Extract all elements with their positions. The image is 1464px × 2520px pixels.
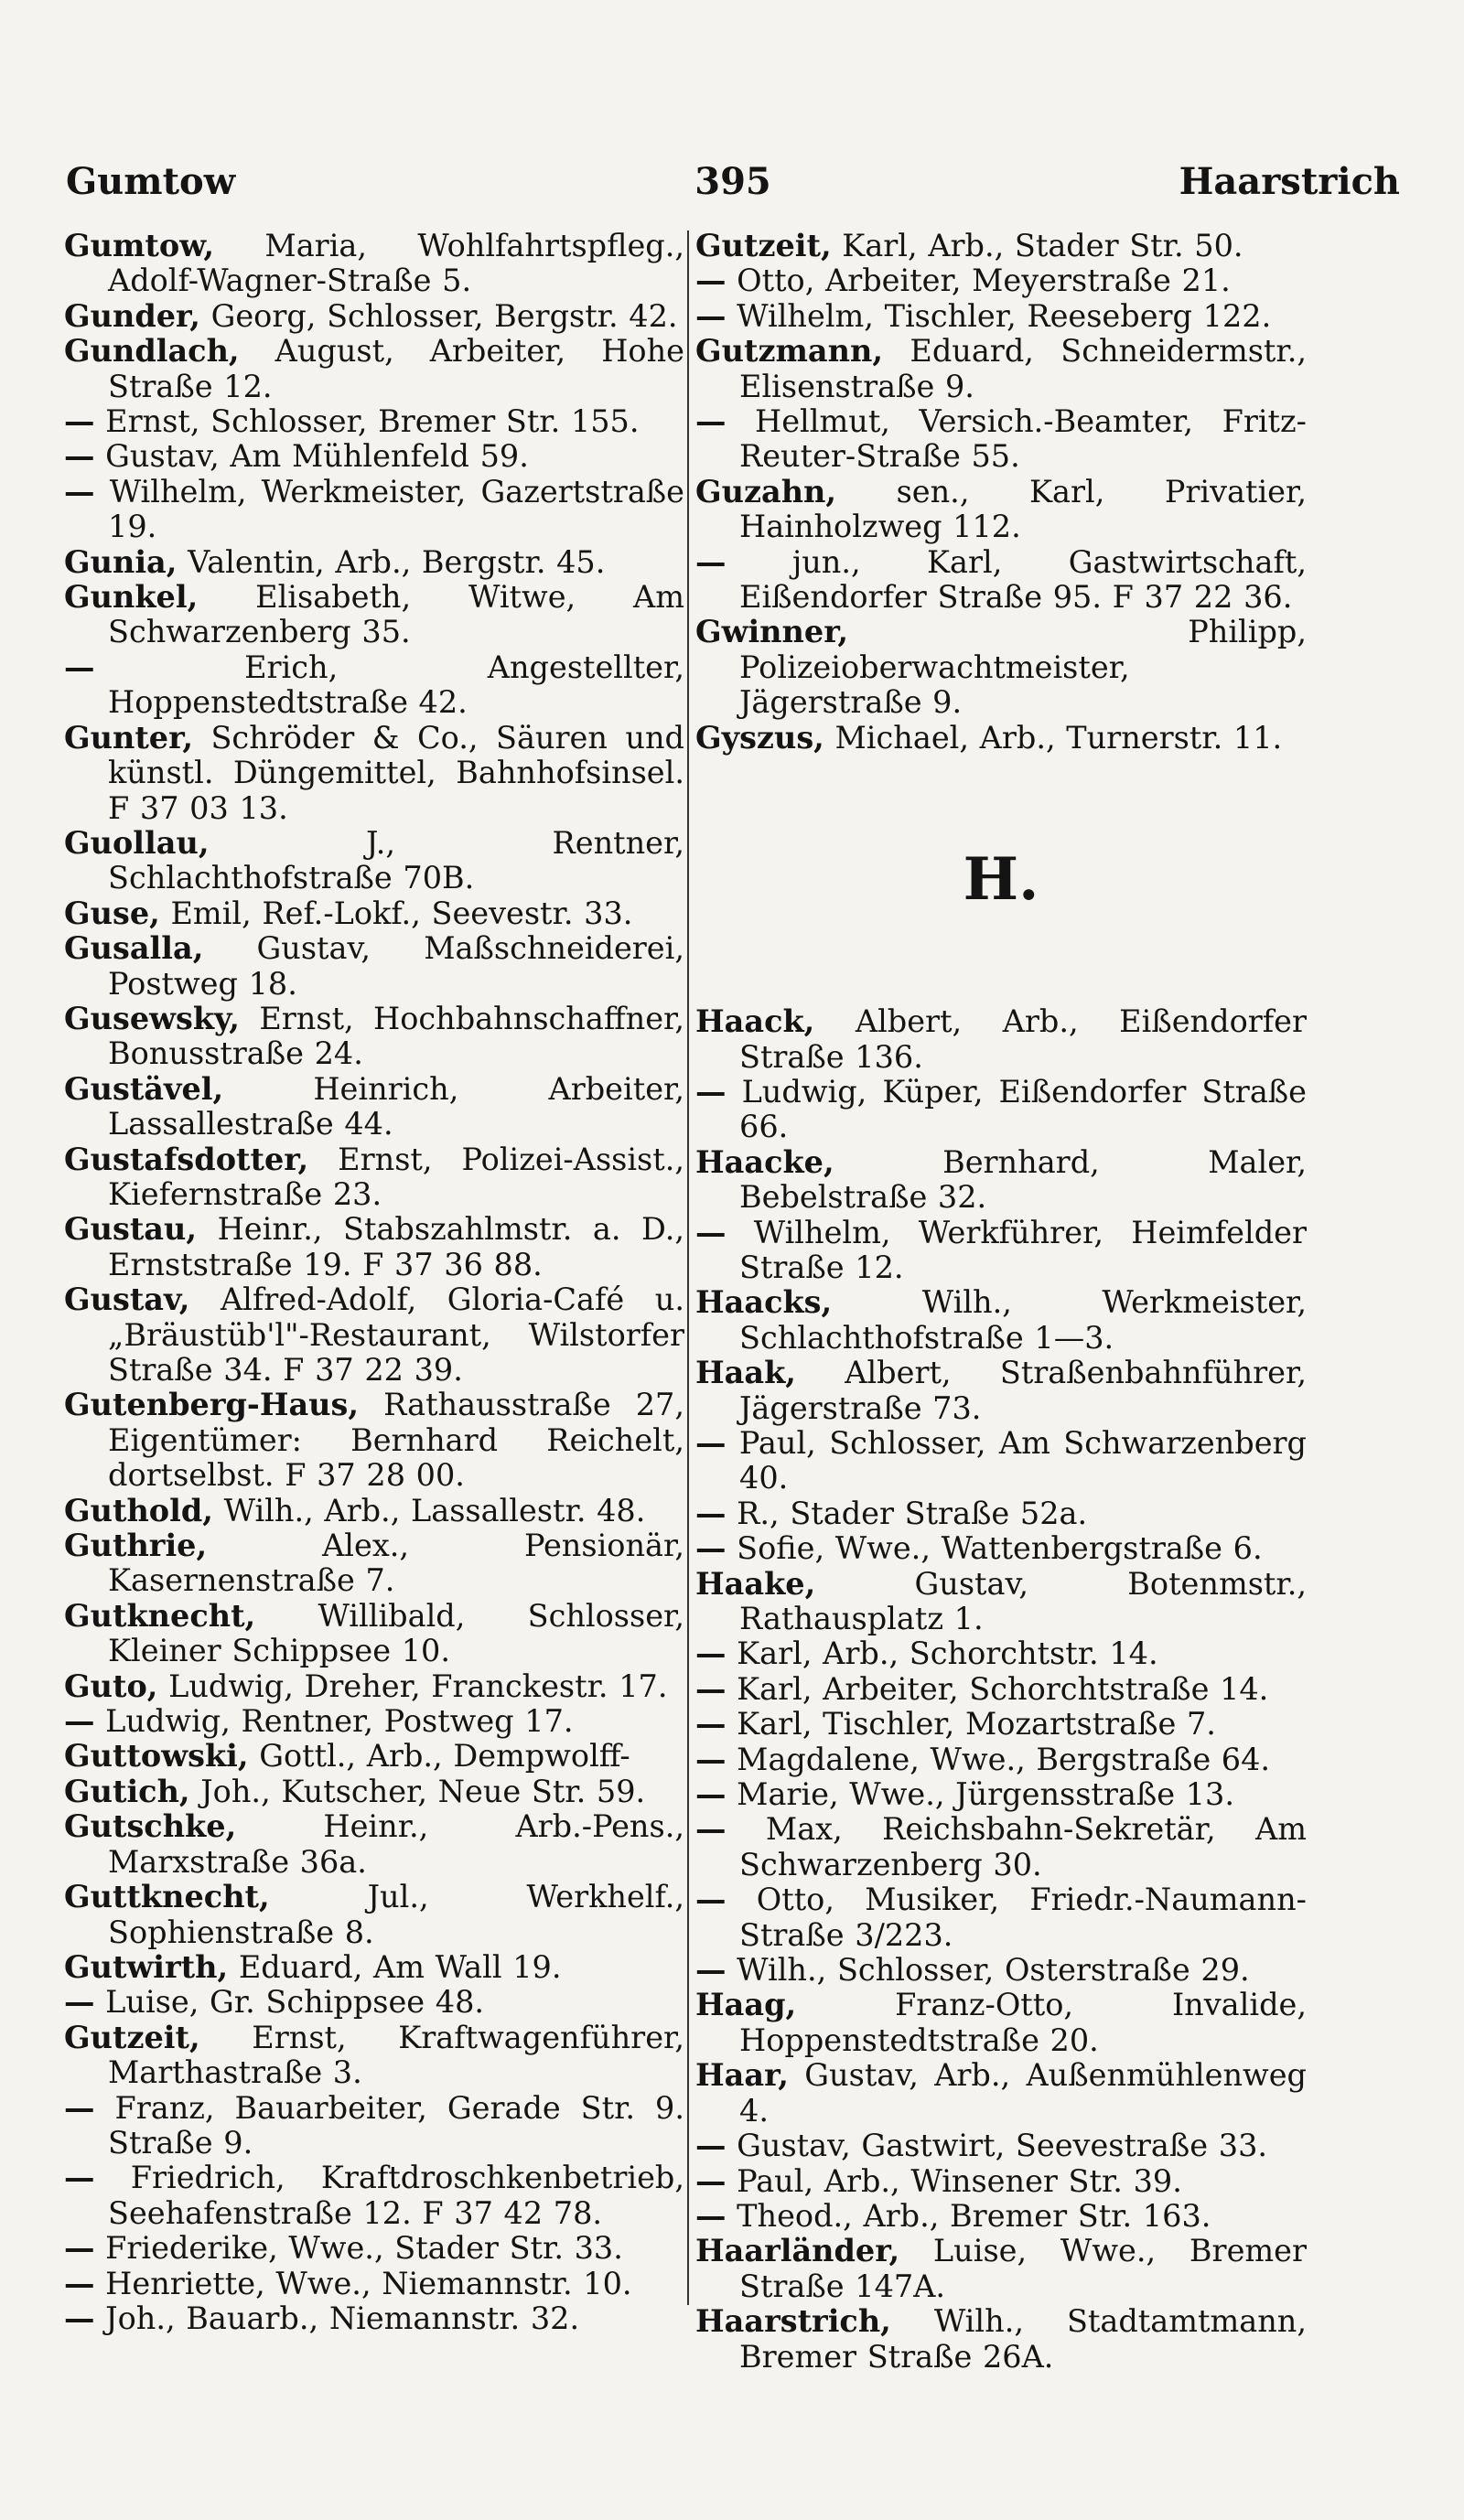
entry-surname: Gunter, xyxy=(64,719,193,756)
directory-entry xyxy=(64,299,684,334)
entry-details: Wilh., Schlosser, Osterstraße 29. xyxy=(737,1952,1250,1989)
entry-surname: — xyxy=(695,1811,727,1848)
directory-entry xyxy=(695,1743,1307,1777)
entry-details: Heinr., Stabszahlmstr. a. D., Ernststraße 19. F 37 36 88. xyxy=(108,1211,684,1282)
entry-surname: — xyxy=(64,2230,95,2267)
entry-details: R., Stader Straße 52a. xyxy=(737,1495,1088,1531)
entry-surname: Haag, xyxy=(695,1987,797,2023)
entry-surname: Haar, xyxy=(695,2057,789,2094)
entry-details: Luise, Wwe., Bremer Straße 147A. xyxy=(739,2233,1307,2304)
directory-entry xyxy=(64,1950,684,1985)
entry-details: Sofie, Wwe., Wattenbergstraße 6. xyxy=(737,1530,1263,1567)
directory-entry xyxy=(695,721,1307,756)
directory-entry xyxy=(695,2234,1307,2304)
entry-details: Gustav, Gastwirt, Seevestraße 33. xyxy=(737,2128,1268,2164)
directory-entry xyxy=(695,1531,1307,1566)
entry-surname: Guttknecht, xyxy=(64,1879,270,1915)
column-divider xyxy=(687,231,689,2305)
directory-entry xyxy=(695,1707,1307,1742)
entry-details: Alex., Pensionär, Kasernenstraße 7. xyxy=(108,1528,684,1599)
entry-surname: — xyxy=(695,1741,727,1777)
entry-surname: Haack, xyxy=(695,1003,815,1040)
entry-surname: — xyxy=(695,1635,727,1672)
entry-surname: Guzahn, xyxy=(695,473,837,509)
entry-surname: Gutzeit, xyxy=(695,228,832,263)
directory-entry xyxy=(64,1775,684,1809)
directory-entry xyxy=(64,580,684,650)
entry-details: Gottl., Arb., Dempwolff- xyxy=(259,1738,630,1775)
directory-entry xyxy=(695,1356,1307,1426)
left-column xyxy=(64,229,684,2336)
entry-surname: Gwinner, xyxy=(695,614,849,650)
entry-details: Wilhelm, Werkmeister, Gazertstraße 19. xyxy=(108,473,684,545)
entry-details: Wilhelm, Tischler, Reeseberg 122. xyxy=(737,297,1272,334)
entry-surname: Haacke, xyxy=(695,1143,834,1180)
entry-surname: Gustau, xyxy=(64,1211,198,1248)
directory-entry xyxy=(64,650,684,721)
entry-details: Albert, Arb., Eißendorfer Straße 136. xyxy=(739,1003,1307,1075)
directory-entry xyxy=(695,2164,1307,2199)
entry-surname: Gutzmann, xyxy=(695,333,883,370)
entry-surname: Gustävel, xyxy=(64,1070,224,1107)
directory-entry xyxy=(695,1988,1307,2058)
directory-entry xyxy=(64,826,684,896)
entry-surname: — xyxy=(695,543,727,580)
directory-entry xyxy=(695,1812,1307,1882)
entry-details: Jul., Werkhelf., Sophienstraße 8. xyxy=(108,1879,684,1950)
entry-surname: — xyxy=(695,2197,727,2234)
directory-entry xyxy=(64,2231,684,2266)
directory-entry xyxy=(64,721,684,826)
directory-entry xyxy=(64,1739,684,1774)
directory-entry xyxy=(64,545,684,580)
entry-details: Valentin, Arb., Bergstr. 45. xyxy=(188,543,606,580)
entry-details: Emil, Ref.-Lokf., Seevestr. 33. xyxy=(170,895,633,931)
entry-surname: Gutschke, xyxy=(64,1808,237,1845)
entry-surname: Guthold, xyxy=(64,1492,213,1528)
directory-entry xyxy=(695,1426,1307,1496)
entry-surname: Haake, xyxy=(695,1565,816,1602)
directory-entry xyxy=(695,1496,1307,1531)
directory-entry xyxy=(64,2021,684,2091)
entry-surname: — xyxy=(64,1703,95,1740)
directory-entry xyxy=(695,1285,1307,1356)
entry-surname: — xyxy=(695,1776,727,1813)
entry-details: Albert, Straßenbahnführer, Jägerstraße 73. xyxy=(739,1355,1307,1426)
entry-details: Paul, Schlosser, Am Schwarzenberg 40. xyxy=(738,1424,1307,1496)
directory-entry xyxy=(695,263,1307,298)
entry-surname: Gutich, xyxy=(64,1773,190,1809)
entry-details: Magdalene, Wwe., Bergstraße 64. xyxy=(737,1741,1271,1777)
entry-details: Gustav, Botenmstr., Rathausplatz 1. xyxy=(739,1565,1307,1636)
entry-surname: — xyxy=(695,263,727,299)
entry-details: Georg, Schlosser, Bergstr. 42. xyxy=(210,297,678,334)
directory-entry xyxy=(64,229,684,299)
entry-details: Rathausstraße 27, Eigentümer: Bernhard Reichelt, dortselbst. F 37 28 00. xyxy=(108,1387,685,1494)
entry-details: Karl, Arb., Stader Str. 50. xyxy=(842,228,1243,263)
entry-surname: Haarstrich, xyxy=(695,2303,891,2340)
entry-surname: Guollau, xyxy=(64,824,210,861)
entry-details: Hellmut, Versich.-Beamter, Fritz-Reuter-Straße 55. xyxy=(739,403,1307,475)
entry-details: Ludwig, Dreher, Franckestr. 17. xyxy=(168,1667,668,1704)
entry-details: Willibald, Schlosser, Kleiner Schippsee 10. xyxy=(108,1597,684,1669)
entry-details: Schröder & Co., Säuren und künstl. Düngemittel, Bahnhofsinsel. F 37 03 13. xyxy=(108,719,684,826)
entry-details: Karl, Tischler, Mozartstraße 7. xyxy=(737,1706,1216,1743)
directory-entry xyxy=(64,1880,684,1950)
entry-surname: Gutenberg-Haus, xyxy=(64,1387,360,1423)
entry-details: Bernhard, Maler, Bebelstraße 32. xyxy=(739,1143,1307,1216)
entry-surname: — xyxy=(64,438,95,475)
entry-surname: — xyxy=(695,1882,727,1918)
entry-details: Wilh., Arb., Lassallestr. 48. xyxy=(223,1492,646,1528)
directory-entry xyxy=(64,334,684,404)
directory-entry xyxy=(64,1985,684,2020)
directory-entry xyxy=(695,1145,1307,1216)
entry-surname: — xyxy=(64,2300,95,2336)
directory-entry xyxy=(64,1282,684,1388)
directory-entry xyxy=(64,1072,684,1142)
entry-details: Eduard, Am Wall 19. xyxy=(238,1948,562,1985)
entry-surname: Gusalla, xyxy=(64,930,204,967)
entry-surname: Gustav, xyxy=(64,1281,190,1318)
directory-entry xyxy=(64,1388,684,1493)
entry-details: Wilhelm, Werkführer, Heimfelder Straße 12. xyxy=(739,1214,1307,1285)
directory-entry xyxy=(695,1777,1307,1812)
right-column-h-entries xyxy=(695,1004,1307,2375)
header-first-name: Gumtow xyxy=(66,160,236,203)
directory-entry xyxy=(695,1882,1307,1953)
entry-details: Heinr., Arb.-Pens., Marxstraße 36a. xyxy=(108,1808,684,1880)
directory-entry xyxy=(64,1002,684,1072)
entry-surname: — xyxy=(64,2160,95,2196)
directory-entry xyxy=(695,1567,1307,1637)
entry-details: Heinrich, Arbeiter, Lassallestraße 44. xyxy=(108,1070,684,1142)
entry-details: Gustav, Arb., Außenmühlenweg 4. xyxy=(739,2057,1307,2129)
directory-entry xyxy=(695,2304,1307,2375)
entry-surname: Gustafsdotter, xyxy=(64,1141,309,1177)
directory-entry xyxy=(695,2199,1307,2234)
right-column xyxy=(695,229,1307,2375)
entry-details: Wilh., Werkmeister, Schlachthofstraße 1—3. xyxy=(739,1284,1308,1356)
directory-entry xyxy=(64,404,684,439)
entry-details: Elisabeth, Witwe, Am Schwarzenberg 35. xyxy=(108,579,684,650)
directory-entry xyxy=(64,931,684,1002)
entry-details: Ernst, Hochbahnschaffner, Bonusstraße 24. xyxy=(108,1000,685,1072)
directory-entry xyxy=(64,1669,684,1704)
entry-surname: Haacks, xyxy=(695,1284,833,1321)
header-last-name: Haarstrich xyxy=(1179,160,1400,203)
entry-surname: Gunia, xyxy=(64,543,178,580)
directory-entry xyxy=(695,2058,1307,2129)
directory-entry xyxy=(64,1599,684,1669)
directory-entry xyxy=(64,1704,684,1739)
directory-entry xyxy=(64,1528,684,1599)
directory-entry xyxy=(695,1953,1307,1988)
entry-details: Joh., Bauarb., Niemannstr. 32. xyxy=(105,2300,580,2336)
entry-details: Wilh., Stadtamtmann, Bremer Straße 26A. xyxy=(739,2303,1308,2375)
entry-details: Ludwig, Küper, Eißendorfer Straße 66. xyxy=(739,1073,1307,1145)
entry-details: Erich, Angestellter, Hoppenstedtstraße 42. xyxy=(108,649,684,721)
entry-surname: — xyxy=(695,1530,727,1567)
running-header xyxy=(66,154,1400,210)
directory-entry xyxy=(64,896,684,931)
entry-surname: — xyxy=(64,403,95,440)
entry-surname: Gunkel, xyxy=(64,579,199,616)
entry-details: Joh., Kutscher, Neue Str. 59. xyxy=(200,1773,646,1809)
directory-entry xyxy=(695,299,1307,334)
directory-entry xyxy=(695,1216,1307,1286)
entry-details: Franz-Otto, Invalide, Hoppenstedtstraße 20. xyxy=(739,1987,1307,2058)
entry-details: Gustav, Am Mühlenfeld 59. xyxy=(105,438,529,475)
entry-surname: Gunder, xyxy=(64,297,200,334)
entry-surname: Gutwirth, xyxy=(64,1948,229,1985)
entry-surname: Guto, xyxy=(64,1667,158,1704)
entry-details: jun., Karl, Gastwirtschaft, Eißendorfer Straße 95. F 37 22 36. xyxy=(739,543,1307,616)
entry-surname: Gutzeit, xyxy=(64,2019,200,2055)
entry-details: Luise, Gr. Schippsee 48. xyxy=(105,1984,485,2021)
directory-entry xyxy=(64,2267,684,2301)
entry-details: Franz, Bauarbeiter, Gerade Str. 9. Straße 9. xyxy=(108,2089,684,2161)
entry-details: Friedrich, Kraftdroschkenbetrieb, Seehafenstraße 12. F 37 42 78. xyxy=(108,2160,684,2231)
entry-details: Henriette, Wwe., Niemannstr. 10. xyxy=(105,2265,632,2301)
entry-surname: — xyxy=(695,1670,727,1707)
directory-entry xyxy=(64,1142,684,1213)
entry-details: Max, Reichsbahn-Sekretär, Am Schwarzenberg 30. xyxy=(739,1811,1307,1882)
directory-entry xyxy=(64,439,684,474)
directory-entry xyxy=(695,1075,1307,1145)
entry-surname: — xyxy=(695,1424,727,1461)
entry-surname: Gundlach, xyxy=(64,333,240,370)
entry-surname: — xyxy=(695,1952,727,1989)
entry-surname: — xyxy=(695,1495,727,1531)
entry-surname: — xyxy=(64,649,95,685)
entry-details: Otto, Arbeiter, Meyerstraße 21. xyxy=(737,263,1231,299)
entry-surname: — xyxy=(695,403,727,440)
entry-details: Friederike, Wwe., Stader Str. 33. xyxy=(105,2230,623,2267)
entry-surname: Guthrie, xyxy=(64,1528,208,1564)
right-column-g-entries xyxy=(695,229,1307,756)
entry-details: August, Arbeiter, Hohe Straße 12. xyxy=(108,333,684,404)
entry-surname: — xyxy=(64,2265,95,2301)
entry-surname: — xyxy=(695,2162,727,2199)
directory-entry xyxy=(695,404,1307,475)
entry-surname: — xyxy=(695,297,727,334)
entry-surname: Gusewsky, xyxy=(64,1000,240,1036)
entry-details: Paul, Arb., Winsener Str. 39. xyxy=(737,2162,1182,2199)
entry-surname: Gyszus, xyxy=(695,719,824,756)
directory-entry xyxy=(64,475,684,545)
entry-details: Ernst, Kraftwagenführer, Marthastraße 3. xyxy=(108,2019,684,2091)
entry-surname: — xyxy=(695,1073,727,1110)
directory-entry xyxy=(695,545,1307,616)
directory-entry xyxy=(695,1636,1307,1671)
entry-details: Karl, Arb., Schorchtstr. 14. xyxy=(737,1635,1158,1672)
directory-entry xyxy=(64,2091,684,2161)
directory-entry xyxy=(695,615,1307,720)
page-number: 395 xyxy=(694,160,771,203)
section-letter: H. xyxy=(963,845,1039,915)
entry-details: Michael, Arb., Turnerstr. 11. xyxy=(834,719,1283,756)
entry-surname: — xyxy=(695,2128,727,2164)
entry-details: Ernst, Schlosser, Bremer Str. 155. xyxy=(105,403,640,440)
directory-entry xyxy=(64,1809,684,1880)
entry-surname: Gutknecht, xyxy=(64,1597,256,1634)
directory-entry xyxy=(695,475,1307,545)
entry-surname: — xyxy=(64,473,95,509)
directory-entry xyxy=(64,2301,684,2336)
entry-surname: — xyxy=(695,1706,727,1743)
entry-surname: — xyxy=(695,1214,727,1250)
entry-details: Ernst, Polizei-Assist., Kiefernstraße 23. xyxy=(108,1141,684,1212)
entry-details: Otto, Musiker, Friedr.-Naumann-Straße 3/223. xyxy=(739,1882,1307,1953)
directory-entry xyxy=(695,1004,1307,1075)
directory-entry xyxy=(695,1672,1307,1707)
entry-surname: — xyxy=(64,1984,95,2021)
entry-details: Gustav, Maßschneiderei, Postweg 18. xyxy=(108,930,684,1002)
directory-entry xyxy=(64,1494,684,1528)
directory-entry xyxy=(695,229,1307,263)
entry-surname: — xyxy=(64,2089,95,2126)
entry-details: Maria, Wohlfahrtspfleg., Adolf-Wagner-Straße 5. xyxy=(108,228,685,299)
entry-surname: Guttowski, xyxy=(64,1738,249,1775)
entry-surname: Haarländer, xyxy=(695,2233,900,2269)
entry-details: Theod., Arb., Bremer Str. 163. xyxy=(737,2197,1211,2234)
entry-details: J., Rentner, Schlachthofstraße 70B. xyxy=(108,824,684,896)
entry-details: Alfred-Adolf, Gloria-Café u. „Bräustüb'l"-Restaurant, Wilstorfer Straße 34. F 37 22 39. xyxy=(108,1281,684,1388)
entry-details: Ludwig, Rentner, Postweg 17. xyxy=(105,1703,574,1740)
entry-surname: Guse, xyxy=(64,895,160,931)
entry-details: Karl, Arbeiter, Schorchtstraße 14. xyxy=(737,1670,1269,1707)
directory-entry xyxy=(695,2129,1307,2163)
entry-details: Eduard, Schneidermstr., Elisenstraße 9. xyxy=(739,333,1307,404)
directory-entry xyxy=(695,334,1307,404)
directory-entry xyxy=(64,1212,684,1282)
entry-surname: Haak, xyxy=(695,1355,796,1391)
entry-details: Marie, Wwe., Jürgensstraße 13. xyxy=(737,1776,1234,1813)
directory-entry xyxy=(64,2161,684,2231)
entry-details: Philipp, Polizeioberwachtmeister, Jägerstraße 9. xyxy=(739,614,1307,721)
entry-details: sen., Karl, Privatier, Hainholzweg 112. xyxy=(739,473,1307,545)
entry-surname: Gumtow, xyxy=(64,228,214,263)
